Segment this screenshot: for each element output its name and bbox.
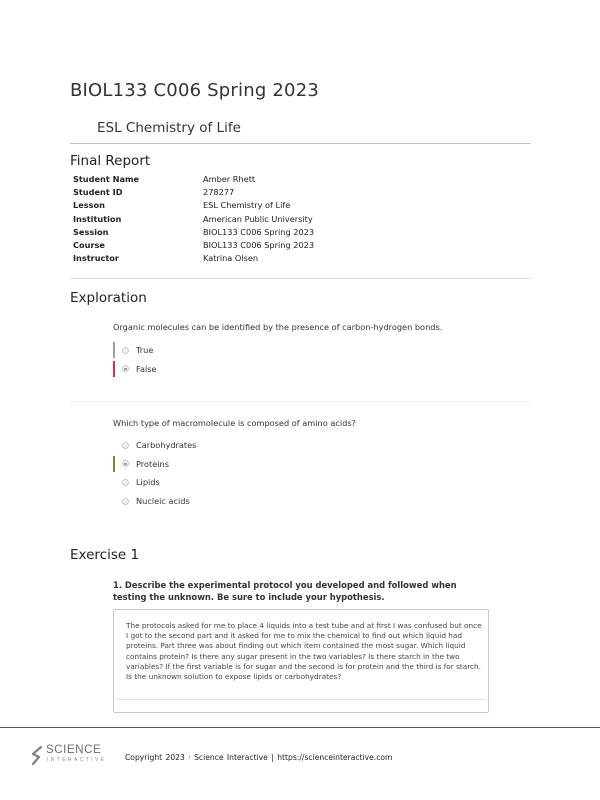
question-divider: [70, 401, 531, 402]
answer-bar: [113, 342, 115, 358]
logo-subword: INTERACTIVE: [47, 757, 107, 763]
info-label: Student ID: [73, 186, 123, 197]
question-2-text: Which type of macromolecule is composed of amino acids?: [113, 418, 356, 428]
radio-unchecked-icon[interactable]: [122, 479, 129, 486]
option-true[interactable]: [113, 341, 413, 360]
info-row-lesson: [73, 199, 433, 212]
info-row-student-id: [73, 185, 433, 198]
info-row-session: [73, 225, 433, 238]
logo-word: SCIENCE: [46, 744, 102, 756]
info-label: Institution: [73, 213, 122, 224]
radio-unchecked-icon[interactable]: [122, 347, 129, 354]
lesson-title: ESL Chemistry of Life: [97, 120, 241, 136]
option-carbohydrates[interactable]: [113, 436, 413, 455]
question-2-options: [113, 436, 413, 510]
course-title: BIOL133 C006 Spring 2023: [70, 80, 319, 101]
info-row-student-name: [73, 172, 433, 185]
option-label: Lipids: [136, 477, 160, 488]
footer-divider: [0, 727, 600, 728]
answer-text-area: [116, 612, 486, 700]
exploration-heading: Exploration: [70, 290, 147, 306]
info-value: Katrina Olsen: [203, 253, 259, 264]
info-row-course: [73, 238, 433, 251]
answer-text: The protocols asked for me to place 4 liquids into a test tube and at first I was confused but once I got to the second part and it asked for me to mix the chemical to find out which liquid had proteins. Part three was about finding out which item contained the most sugar. Which liquid contains protein? Is there any sugar present in the two variables? Is there starch in the two variables? If the first variable is for sugar and the second is for protein and the third is for starch. Is the unknown solution to expose lipids or carbohydrates?: [126, 621, 482, 682]
option-label: Nucleic acids: [136, 496, 190, 507]
option-label: False: [136, 363, 157, 374]
answer-bar: [113, 361, 115, 377]
option-label: Carbohydrates: [136, 440, 197, 451]
info-label: Course: [73, 240, 105, 251]
option-nucleic-acids[interactable]: [113, 492, 413, 511]
info-value: BIOL133 C006 Spring 2023: [203, 226, 315, 237]
exercise-heading: Exercise 1: [70, 547, 140, 563]
final-report-heading: Final Report: [70, 153, 151, 169]
question-1-text: Organic molecules can be identified by the presence of carbon-hydrogen bonds.: [113, 322, 443, 332]
radio-checked-icon[interactable]: [122, 365, 129, 372]
option-label: True: [136, 345, 154, 356]
logo-mark-icon: [30, 745, 44, 767]
science-interactive-logo: [30, 744, 110, 772]
info-value: American Public University: [203, 213, 313, 224]
copyright-text: Copyright 2023 · Science Interactive | https://scienceinteractive.com: [125, 753, 393, 762]
info-label: Session: [73, 226, 109, 237]
answer-box[interactable]: [113, 609, 489, 713]
info-row-institution: [73, 212, 433, 225]
info-value: Amber Rhett: [203, 173, 256, 184]
lesson-divider: [70, 143, 531, 144]
answer-bar: [113, 456, 115, 472]
report-info-table: [73, 172, 433, 265]
report-divider: [70, 278, 531, 279]
radio-unchecked-icon[interactable]: [122, 498, 129, 505]
info-value: 278277: [203, 186, 235, 197]
option-proteins[interactable]: [113, 455, 413, 474]
info-value: BIOL133 C006 Spring 2023: [203, 240, 315, 251]
info-row-instructor: [73, 252, 433, 265]
info-label: Student Name: [73, 173, 140, 184]
option-lipids[interactable]: [113, 473, 413, 492]
info-label: Lesson: [73, 200, 105, 211]
radio-unchecked-icon[interactable]: [122, 442, 129, 449]
question-1-options: [113, 341, 413, 378]
exercise-question: 1. Describe the experimental protocol you developed and followed when testing the unknown. Be sure to include your hypothesis.: [113, 580, 457, 602]
info-value: ESL Chemistry of Life: [203, 200, 291, 211]
radio-checked-icon[interactable]: [122, 460, 129, 467]
option-false[interactable]: [113, 360, 413, 379]
info-label: Instructor: [73, 253, 119, 264]
option-label: Proteins: [136, 458, 169, 469]
